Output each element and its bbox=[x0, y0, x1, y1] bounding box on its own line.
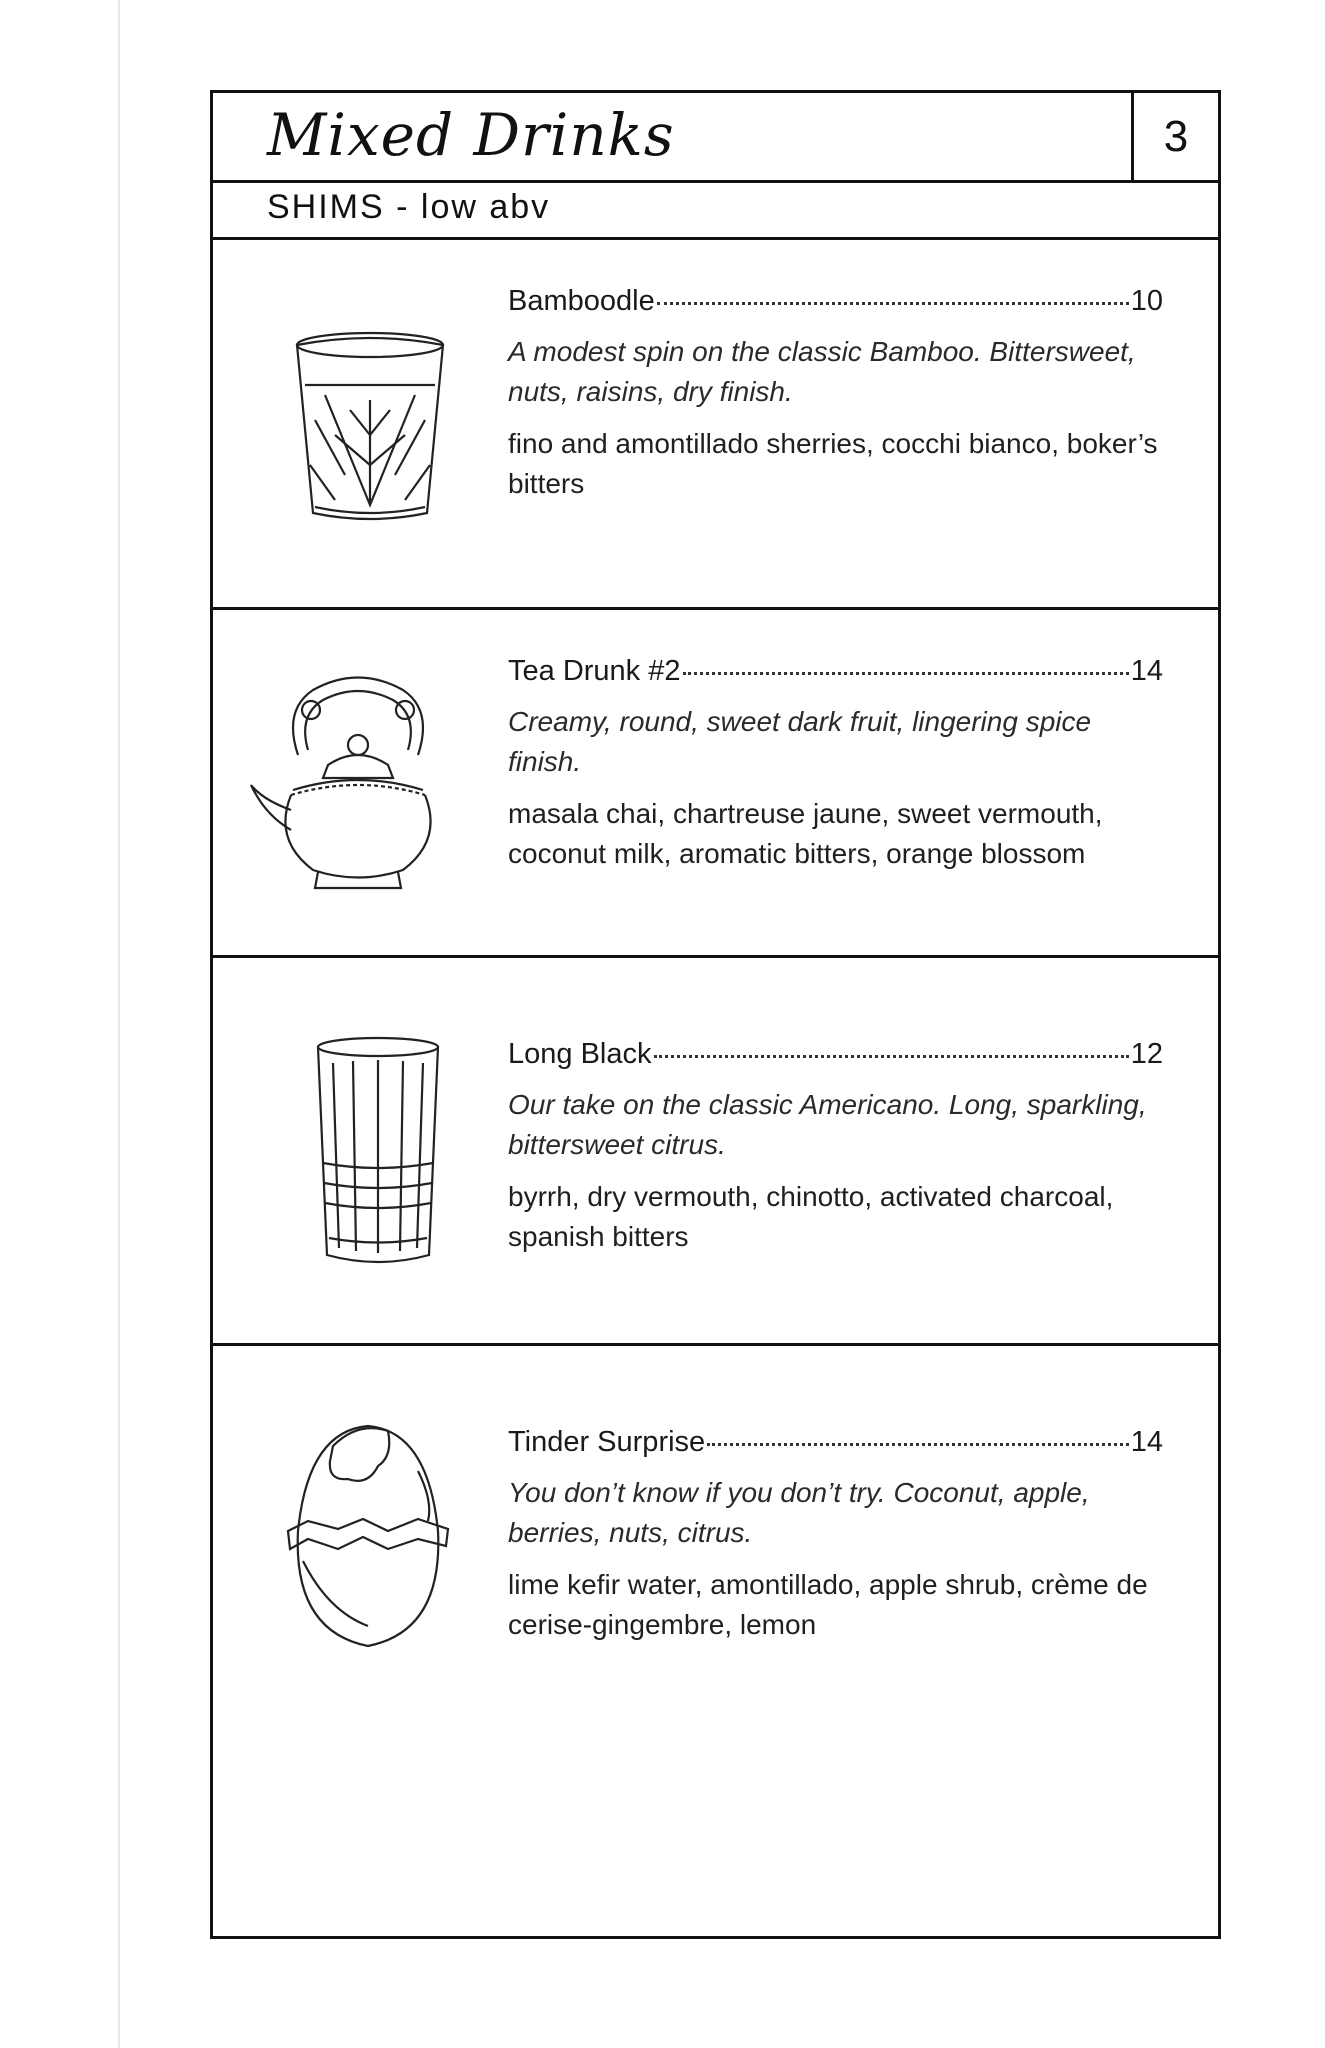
item-description: You don’t know if you don’t try. Coconut, apple, berries, nuts, citrus. bbox=[508, 1477, 1090, 1548]
item-ingredients: byrrh, dry vermouth, chinotto, activated charcoal, spanish bitters bbox=[508, 1181, 1114, 1252]
section-row bbox=[213, 180, 1218, 240]
menu-frame bbox=[210, 90, 1221, 1939]
dot-leader bbox=[657, 302, 1129, 305]
title-row bbox=[213, 93, 1218, 183]
item-text bbox=[508, 1426, 1163, 1645]
item-ingredients: lime kefir water, amontillado, apple shrub, crème de cerise-gingembre, lemon bbox=[508, 1569, 1148, 1640]
highball-glass-icon bbox=[303, 1033, 453, 1273]
item-price: 14 bbox=[1130, 1426, 1163, 1458]
menu-title: Mixed Drinks bbox=[267, 101, 675, 169]
item-name-line bbox=[508, 1426, 1163, 1459]
item-name: Long Black bbox=[508, 1038, 652, 1070]
item-ingredients: masala chai, chartreuse jaune, sweet vermouth, coconut milk, aromatic bitters, orange blossom bbox=[508, 798, 1103, 869]
item-name-line bbox=[508, 655, 1163, 688]
item-text bbox=[508, 285, 1163, 504]
item-description: Creamy, round, sweet dark fruit, lingering spice finish. bbox=[508, 706, 1092, 777]
menu-item-tea-drunk-2 bbox=[213, 610, 1218, 958]
item-text bbox=[508, 655, 1163, 874]
item-ingredients: fino and amontillado sherries, cocchi bianco, boker’s bitters bbox=[508, 428, 1158, 499]
item-name-line bbox=[508, 285, 1163, 318]
item-name-line bbox=[508, 1038, 1163, 1071]
item-price: 14 bbox=[1130, 655, 1163, 687]
page-binding-line bbox=[118, 0, 120, 2048]
item-text bbox=[508, 1038, 1163, 1257]
teapot-icon bbox=[243, 650, 473, 900]
item-price: 10 bbox=[1130, 285, 1163, 317]
cracked-egg-icon bbox=[268, 1411, 468, 1661]
item-description: A modest spin on the classic Bamboo. Bittersweet, nuts, raisins, dry finish. bbox=[508, 336, 1136, 407]
menu-item-tinder-surprise bbox=[213, 1346, 1218, 1936]
menu-item-bamboodle bbox=[213, 240, 1218, 610]
rocks-glass-icon bbox=[275, 325, 465, 535]
item-name: Tinder Surprise bbox=[508, 1426, 706, 1458]
item-name: Tea Drunk #2 bbox=[508, 655, 681, 687]
dot-leader bbox=[707, 1443, 1129, 1446]
section-label: SHIMS - low abv bbox=[267, 188, 551, 226]
item-price: 12 bbox=[1130, 1038, 1163, 1070]
page-number: 3 bbox=[1131, 93, 1218, 180]
item-description: Our take on the classic Americano. Long, sparkling, bittersweet citrus. bbox=[508, 1089, 1147, 1160]
item-name: Bamboodle bbox=[508, 285, 655, 317]
dot-leader bbox=[654, 1055, 1129, 1058]
dot-leader bbox=[683, 672, 1129, 675]
menu-item-long-black bbox=[213, 958, 1218, 1346]
